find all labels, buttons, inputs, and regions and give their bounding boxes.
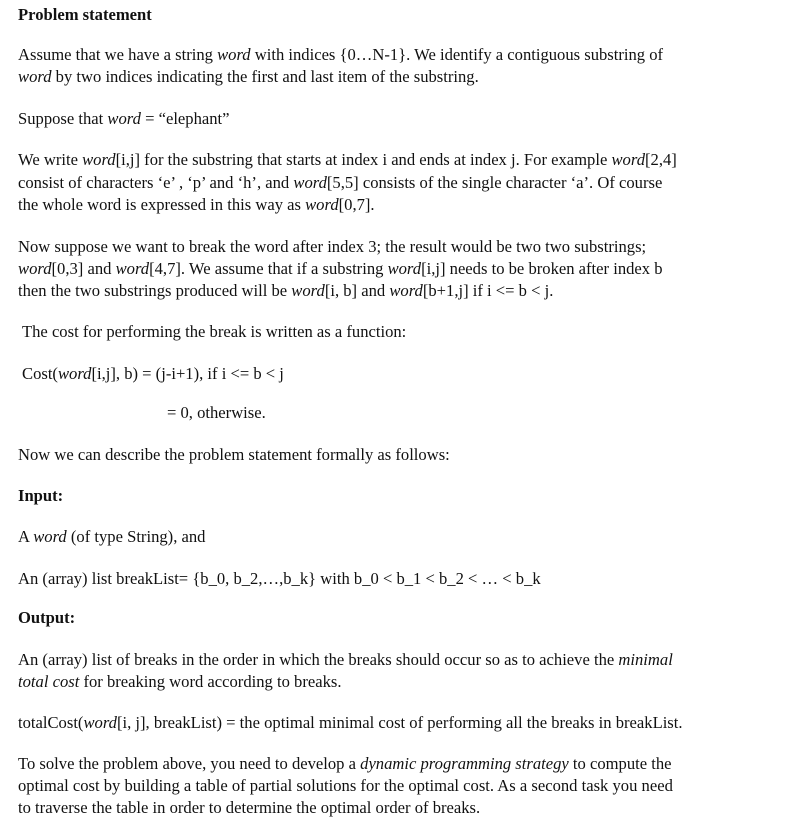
input-line-2: An (array) list breakList= {b_0, b_2,…,b_k} with b_0 < b_1 < b_2 < … < b_k — [18, 569, 541, 588]
substring-notation-line-1: We write word[i,j] for the substring that starts at index i and ends at index j. For example word[2,4] — [18, 150, 677, 169]
formal-statement: Now we can describe the problem statement formally as follows: — [18, 445, 450, 464]
solve-line-3: to traverse the table in order to determine the optimal order of breaks. — [18, 798, 481, 817]
break-description-line-1: Now suppose we want to break the word after index 3; the result would be two two substrings; — [18, 237, 647, 256]
substring-notation-line-3: the whole word is expressed in this way as word[0,7]. — [18, 195, 375, 214]
input-line-1: A word (of type String), and — [18, 527, 206, 546]
output-line-2: total cost for breaking word according to breaks. — [18, 672, 342, 691]
substring-notation-line-2: consist of characters ‘e’ , ‘p’ and ‘h’, and word[5,5] consists of the single character ‘a’. Of course — [18, 173, 663, 192]
output-line-1: An (array) list of breaks in the order in which the breaks should occur so as to achieve the minimal — [18, 650, 673, 669]
solve-line-2: optimal cost by building a table of partial solutions for the optimal cost. As a second task you need — [18, 776, 673, 795]
example-word-line: Suppose that word = “elephant” — [18, 109, 230, 128]
cost-formula-line-2: = 0, otherwise. — [167, 403, 266, 422]
intro-line-1: Assume that we have a string word with indices {0…N-1}. We identify a contiguous substring of — [18, 45, 664, 64]
page-title: Problem statement — [18, 5, 152, 24]
input-heading: Input: — [18, 486, 64, 505]
cost-formula-line-1: Cost(word[i,j], b) = (j-i+1), if i <= b < j — [22, 364, 284, 383]
output-heading: Output: — [18, 608, 76, 627]
solve-line-1: To solve the problem above, you need to develop a dynamic programming strategy to compute the — [18, 754, 672, 773]
break-description-line-2: word[0,3] and word[4,7]. We assume that if a substring word[i,j] needs to be broken after index b — [18, 259, 663, 278]
total-cost-definition: totalCost(word[i, j], breakList) = the optimal minimal cost of performing all the breaks in breakList. — [18, 713, 683, 732]
intro-line-2: word by two indices indicating the first and last item of the substring. — [18, 67, 479, 86]
cost-intro: The cost for performing the break is written as a function: — [22, 322, 407, 341]
break-description-line-3: then the two substrings produced will be word[i, b] and word[b+1,j] if i <= b < j. — [18, 281, 554, 300]
